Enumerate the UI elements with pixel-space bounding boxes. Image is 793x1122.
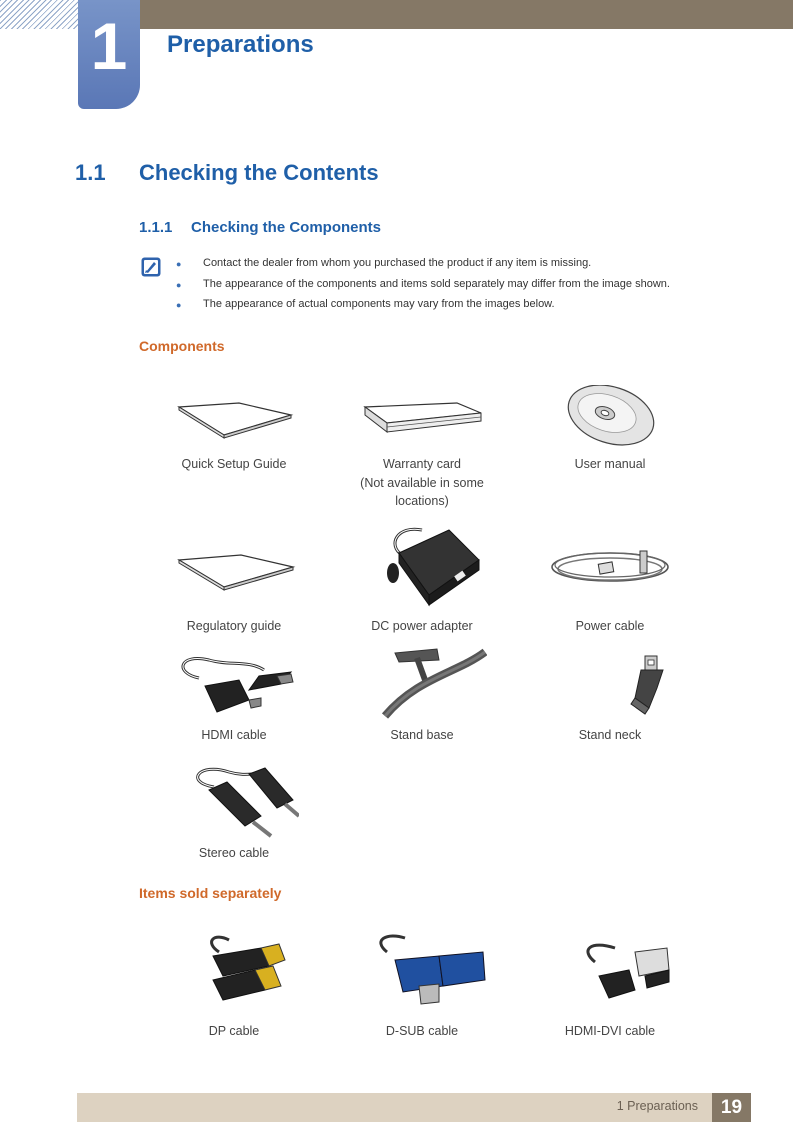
component-user-manual: User manual bbox=[510, 385, 710, 474]
header-bar bbox=[78, 0, 793, 29]
separate-dsub-cable: D-SUB cable bbox=[322, 930, 522, 1041]
page-number: 19 bbox=[712, 1093, 751, 1122]
component-stand-base: Stand base bbox=[322, 648, 522, 745]
dsub-cable-icon bbox=[357, 930, 487, 1022]
cd-icon bbox=[545, 385, 675, 455]
subsection-title: Checking the Components bbox=[191, 219, 382, 236]
component-quick-setup-guide: Quick Setup Guide bbox=[134, 385, 334, 474]
section-number: 1.1 bbox=[75, 160, 106, 185]
power-cable-icon bbox=[545, 525, 675, 617]
footer-chapter-label: 1 Preparations bbox=[616, 1099, 698, 1113]
component-regulatory-guide: Regulatory guide bbox=[134, 525, 334, 636]
separate-hdmi-dvi-cable: HDMI-DVI cable bbox=[510, 930, 710, 1041]
note-item: ● The appearance of actual components may vary from the images below. bbox=[176, 297, 670, 318]
subsection-number: 1.1.1 bbox=[139, 219, 173, 236]
stand-neck-icon bbox=[545, 648, 675, 726]
chapter-title: Preparations bbox=[167, 31, 314, 58]
component-warranty-card: Warranty card (Not available in some locations) bbox=[322, 385, 522, 511]
stereo-cable-icon bbox=[169, 762, 299, 844]
card-icon bbox=[357, 385, 487, 455]
power-adapter-icon bbox=[357, 525, 487, 617]
hdmi-cable-icon bbox=[169, 648, 299, 726]
component-dc-power-adapter: DC power adapter bbox=[322, 525, 522, 636]
booklet-icon bbox=[169, 385, 299, 455]
note-icon bbox=[141, 257, 161, 277]
components-heading: Components bbox=[139, 338, 225, 354]
stand-base-icon bbox=[357, 648, 487, 726]
note-item: ● Contact the dealer from whom you purchased the product if any item is missing. bbox=[176, 256, 670, 277]
note-list bbox=[176, 256, 670, 318]
chapter-number: 1 bbox=[90, 9, 128, 83]
bullet-icon: ● bbox=[176, 279, 182, 290]
dp-cable-icon bbox=[169, 930, 299, 1022]
note-item: ● The appearance of the components and items sold separately may differ from the image shown. bbox=[176, 277, 670, 298]
footer-bar bbox=[77, 1093, 750, 1122]
component-hdmi-cable: HDMI cable bbox=[134, 648, 334, 745]
section-title: Checking the Contents bbox=[139, 160, 379, 185]
component-stereo-cable: Stereo cable bbox=[134, 762, 334, 863]
hdmi-dvi-cable-icon bbox=[545, 930, 675, 1022]
component-power-cable: Power cable bbox=[510, 525, 710, 636]
component-stand-neck: Stand neck bbox=[510, 648, 710, 745]
booklet-icon bbox=[169, 525, 299, 617]
separate-dp-cable: DP cable bbox=[134, 930, 334, 1041]
items-sold-separately-heading: Items sold separately bbox=[139, 885, 282, 901]
header-hatch-pattern bbox=[0, 0, 78, 29]
bullet-icon: ● bbox=[176, 259, 182, 269]
bullet-icon: ● bbox=[176, 300, 182, 310]
